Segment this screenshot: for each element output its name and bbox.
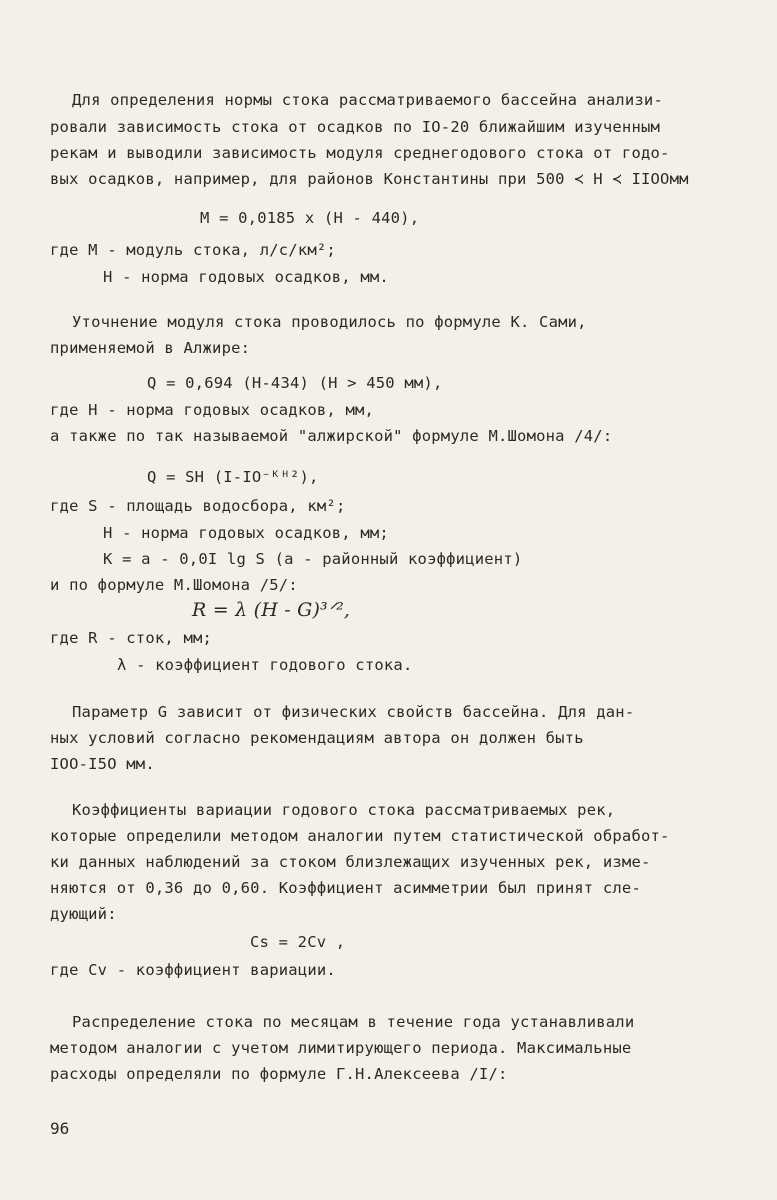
text-line: где S - площадь водосбора, км²;	[50, 497, 346, 515]
text-line: K = a - 0,0I lg S (а - районный коэффициент)	[103, 550, 523, 568]
text-line: дующий:	[50, 905, 117, 923]
page-number: 96	[50, 1119, 70, 1138]
formula-line: M = 0,0185 x (H - 440),	[200, 209, 420, 227]
text-line: вых осадков, например, для районов Константины при 500 ≺ H ≺ IIOOмм	[50, 170, 689, 188]
text-line: λ - коэффициент годового стока.	[117, 656, 413, 674]
text-line: которые определили методом аналогии путем статистической обработ-	[50, 827, 670, 845]
text-line: H - норма годовых осадков, мм;	[103, 524, 389, 542]
text-line: где H - норма годовых осадков, мм,	[50, 401, 375, 419]
text-line: применяемой в Алжире:	[50, 339, 251, 357]
text-line: Уточнение модуля стока проводилось по формуле К. Сами,	[72, 313, 587, 331]
text-line: методом аналогии с учетом лимитирующего периода. Максимальные	[50, 1039, 632, 1057]
text-line: рекам и выводили зависимость модуля среднегодового стока от годо-	[50, 144, 670, 162]
text-line: ровали зависимость стока от осадков по IO-20 ближайшим изученным	[50, 118, 661, 136]
text-line: ки данных наблюдений за стоком близлежащих изученных рек, изме-	[50, 853, 651, 871]
formula-line: Cs = 2Cv ,	[250, 933, 346, 951]
text-line: где M - модуль стока, л/с/км²;	[50, 241, 336, 259]
text-line: няются от 0,36 до 0,60. Коэффициент асимметрии был принят сле-	[50, 879, 641, 897]
formula-line: Q = SH (I-IO⁻ᴷᴴ²),	[147, 468, 319, 486]
text-line: где R - сток, мм;	[50, 629, 213, 647]
formula-line: Q = 0,694 (H-434) (H > 450 мм),	[147, 374, 443, 392]
text-line: Коэффициенты вариации годового стока рассматриваемых рек,	[72, 801, 616, 819]
text-line: H - норма годовых осадков, мм.	[103, 268, 389, 286]
text-line: а также по так называемой "алжирской" формуле М.Шомона /4/:	[50, 427, 613, 445]
text-line: Для определения нормы стока рассматриваемого бассейна анализи-	[72, 91, 663, 109]
text-line: ных условий согласно рекомендациям автора он должен быть	[50, 729, 584, 747]
text-line: расходы определяли по формуле Г.Н.Алексеева /I/:	[50, 1065, 508, 1083]
text-line: и по формуле М.Шомона /5/:	[50, 576, 298, 594]
text-line: Распределение стока по месяцам в течение года устанавливали	[72, 1013, 635, 1031]
text-line: Параметр G зависит от физических свойств бассейна. Для дан-	[72, 703, 635, 721]
text-line: где Cv - коэффициент вариации.	[50, 961, 336, 979]
formula-line: R = λ (H - G)³ᐟ²,	[192, 599, 351, 621]
text-line: IOO-I5O мм.	[50, 755, 155, 773]
